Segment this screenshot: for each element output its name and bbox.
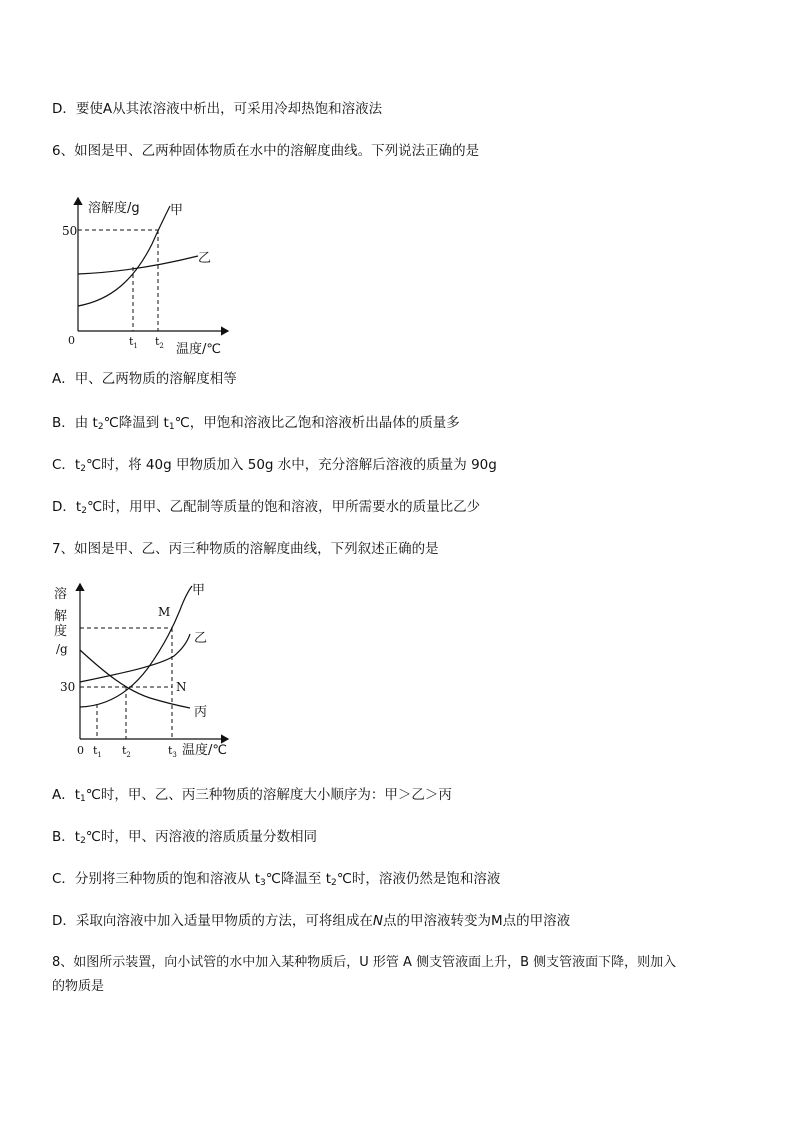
q7-solubility-graph — [50, 578, 250, 763]
q7-x-axis-label: 温度/℃ — [182, 743, 227, 758]
q6-curve-yi-label: 乙 — [198, 251, 212, 266]
q7-t2-label: $t_2$ — [122, 744, 131, 759]
q7-point-m-label: M — [158, 605, 171, 619]
q7-stem: 7、如图是甲、乙、丙三种物质的溶解度曲线，下列叙述正确的是 — [52, 541, 439, 557]
q7-option-a: A．$t_1℃$时，甲、乙、丙三种物质的溶解度大小顺序为：甲＞乙＞丙 — [52, 787, 452, 804]
q7-y-label-3: 度 — [54, 624, 68, 639]
q6-t1-label: $t_1$ — [129, 335, 138, 350]
q6-option-a: A．甲、乙两物质的溶解度相等 — [52, 371, 237, 387]
q6-solubility-graph — [56, 190, 256, 360]
q6-curve-jia — [78, 206, 170, 306]
q6-origin-label: 0 — [68, 334, 75, 347]
q6-y-tick-50: 50 — [62, 224, 78, 238]
q7-y-label-2: 解 — [54, 609, 68, 624]
q7-curve-yi — [80, 634, 190, 682]
q6-option-c: C．$t_2℃$时，将 40g 甲物质加入 50g 水中，充分溶解后溶液的质量为 90g — [52, 457, 497, 474]
q8-stem-line-1: 8、如图所示装置，向小试管的水中加入某种物质后，U 形管 A 侧支管液面上升，B 侧支管液面下降，则加入 — [52, 955, 677, 970]
q7-option-c: C．分别将三种物质的饱和溶液从 $t_3℃$降温至 $t_2℃$时，溶液仍然是饱和溶液 — [52, 871, 501, 888]
q7-y-tick-30: 30 — [60, 680, 76, 694]
q7-y-label-1: 溶 — [54, 587, 68, 602]
q7-t3-label: $t_3$ — [168, 744, 177, 759]
q7-option-d: D．采取向溶液中加入适量甲物质的方法，可将组成在N点的甲溶液转变为M点的甲溶液 — [52, 913, 571, 929]
q6-curve-yi — [78, 256, 198, 274]
q7-curve-jia-label: 甲 — [192, 583, 206, 598]
q5-option-d: D．要使A从其浓溶液中析出，可采用冷却热饱和溶液法 — [52, 101, 383, 117]
q7-option-b: B．$t_2℃$时，甲、丙溶液的溶质质量分数相同 — [52, 829, 317, 846]
q7-point-n-label: N — [176, 680, 187, 694]
q7-origin-label: 0 — [77, 744, 84, 757]
q6-option-d: D．$t_2℃$时，用甲、乙配制等质量的饱和溶液，甲所需要水的质量比乙少 — [52, 499, 481, 516]
q6-x-axis-label: 温度/℃ — [176, 342, 221, 357]
q8-stem-line-2: 的物质是 — [52, 979, 105, 994]
q6-option-b: B．由 $t_2℃$降温到 $t_1℃$，甲饱和溶液比乙饱和溶液析出晶体的质量多 — [52, 415, 460, 432]
q7-curve-yi-label: 乙 — [194, 631, 208, 646]
q7-y-label-4: /g — [56, 642, 68, 656]
q7-curve-bing-label: 丙 — [194, 705, 208, 720]
q6-t2-label: $t_2$ — [155, 335, 164, 350]
q6-stem: 6、如图是甲、乙两种固体物质在水中的溶解度曲线。下列说法正确的是 — [52, 143, 480, 159]
q6-curve-jia-label: 甲 — [170, 203, 184, 218]
q7-t1-label: $t_1$ — [93, 744, 102, 759]
q6-y-axis-label: 溶解度/g — [88, 201, 140, 216]
